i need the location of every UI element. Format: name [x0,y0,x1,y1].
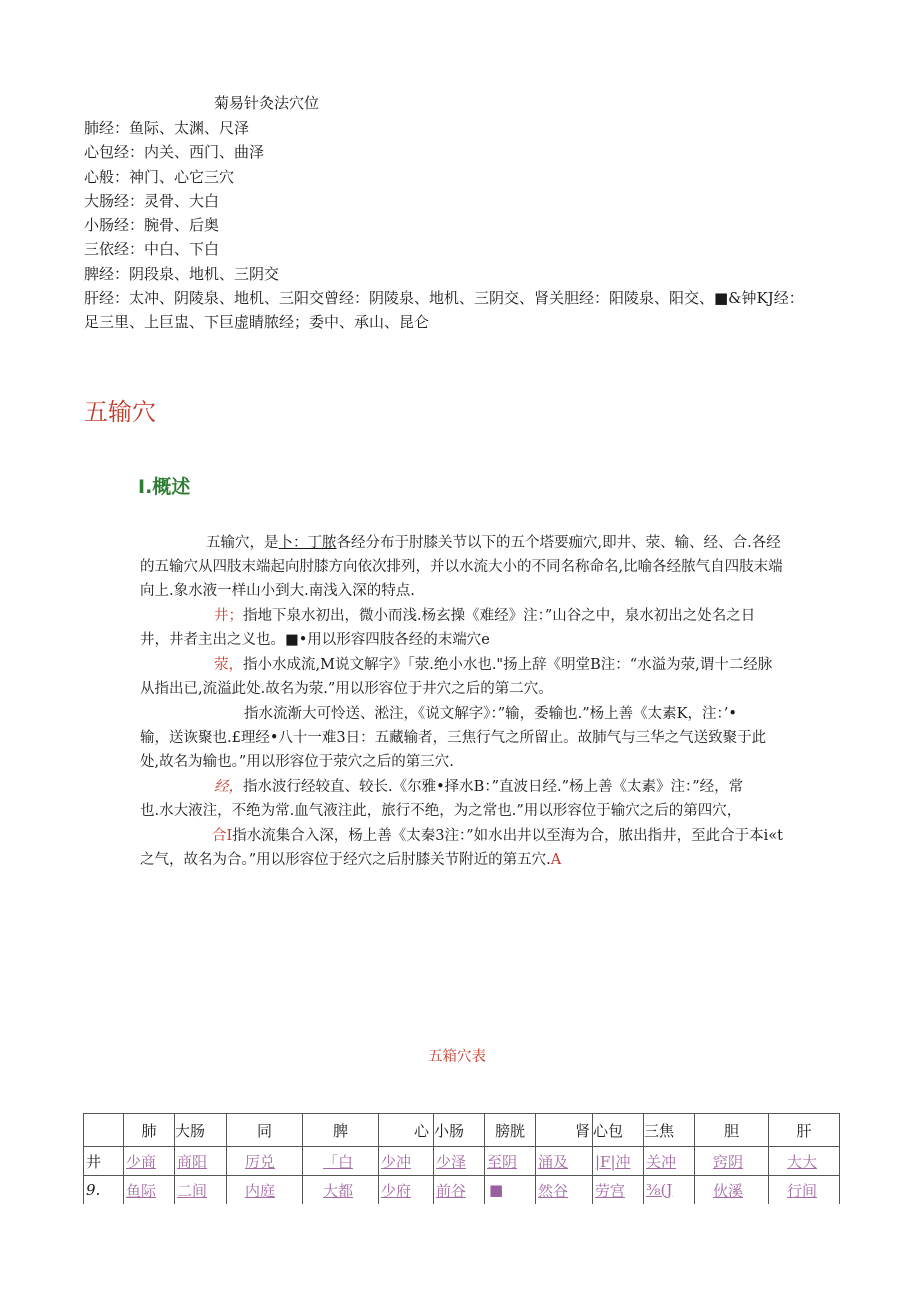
paragraph-text: 之气，故名为合。”用以形容位于经穴之后肘膝关节附近的第五穴. [140,852,551,868]
table-header-cell: 心 [379,1114,434,1147]
well-point-line: 井，井者主出之义也。■•用以形容四肢各经的末端穴e [140,632,490,648]
paragraph-text: 各经分布于肘膝关节以下的五个塔要痂穴,即井、荥、输、经、合.各经 [336,535,781,551]
acupoint-link[interactable]: 大都 [303,1176,379,1205]
term-well: 井； [214,608,243,624]
stream-point-line: 输，送诙聚也.£理经•八十一难3日：五藏输者，三焦行气之所留止。故肺气与三华之气送致聚于此 [140,730,767,746]
acupoint-link[interactable]: 伙溪 [695,1176,769,1205]
term-sea: 合I [212,828,233,844]
meridian-item: 大肠经：灵骨、大白 [84,191,220,210]
meridian-item: 脾经：阴段泉、地机、三阴交 [84,264,280,283]
table-header-cell: 同 [227,1114,303,1147]
acupoint-link[interactable]: 二间 [175,1176,227,1205]
acupoint-link[interactable]: 大大 [769,1147,840,1176]
five-shu-points-table [83,1113,840,1204]
overview-paragraph-line [206,531,781,556]
table-header-cell: 心包 [593,1114,644,1147]
paragraph-text: 指水流集合入深，杨上善《太秦3注：”如水出井以至海为合，脓出指井，至此合于本i«t [232,828,783,844]
acupoint-link[interactable]: 然谷 [536,1176,593,1205]
end-mark: A [550,852,562,868]
meridian-item: 心包经：内关、西门、曲泽 [84,143,265,162]
acupoint-link[interactable]: 鱼际 [124,1176,175,1205]
table-header-cell: 肝 [769,1114,840,1147]
acupoint-link[interactable]: 少商 [124,1147,175,1176]
acupoint-link[interactable]: 「白 [303,1147,379,1176]
acupoint-link[interactable]: 少泽 [434,1147,485,1176]
acupoint-link[interactable]: ⅜(J [644,1176,695,1205]
acupoint-link[interactable]: 内庭 [227,1176,303,1205]
sea-point-line [212,824,783,849]
table-row [84,1176,840,1205]
spring-point-line [214,653,772,678]
table-header-cell: 肾 [536,1114,593,1147]
paragraph-text: 五输穴，是 [206,535,279,551]
subsection-title: I.概述 [138,476,191,498]
acupoint-link[interactable]: |F|冲 [593,1147,644,1176]
acupoint-link[interactable]: 关冲 [644,1147,695,1176]
table-row [84,1147,840,1176]
table-header-cell: 三焦 [644,1114,695,1147]
overview-paragraph-line: 向上.象水液一样山小到大.南浅入深的特点. [140,583,415,599]
section-title: 五输穴 [84,398,156,426]
acupoint-link[interactable]: 少冲 [379,1147,434,1176]
meridian-item: 足三里、上巨盅、下巨虚睛脓经；委中、承山、昆仑 [84,313,430,332]
acupoint-link[interactable]: 窍阴 [695,1147,769,1176]
meridian-item: 小肠经：腕骨、后奥 [84,216,220,235]
table-header-cell: 小肠 [434,1114,485,1147]
meridian-item: 肺经：鱼际、太渊、尺泽 [84,119,250,137]
stream-point-line: 处,故名为输也。”用以形容位于荥穴之后的第三穴. [140,754,454,770]
meridian-item: 肝经：太冲、阴陵泉、地机、三阳交曾经：阴陵泉、地机、三阴交、肾关胆经：阳陵泉、阳交、■&钟KJ经： [84,289,804,308]
sea-point-line [140,848,561,873]
acupoint-link[interactable]: 涌及 [536,1147,593,1176]
table-header-cell: 脾 [303,1114,379,1147]
overview-paragraph-line: 的五输穴从四肢末端起向肘膝方向依次排列，并以水流大小的不同名称命名,比喻各经脓气自四肢末端 [140,559,783,575]
paragraph-text: 指小水成流,M说文解字》「荥.绝小水也."扬上辞《明堂B注：“水溢为荥,谓十二经脉 [243,657,773,673]
table-header-cell: 大肠 [175,1114,227,1147]
river-point-line: 也.水大液注，不绝为常.血气液注此，旅行不绝，为之常也.”用以形容位于输穴之后的第四穴， [140,803,742,819]
paragraph-text: 指地下泉水初出，微小而浅.杨玄操《难经》注：”山谷之中，泉水初出之处名之日 [243,608,756,624]
acupoint-link[interactable]: 厉兑 [227,1147,303,1176]
table-header-row [84,1114,840,1147]
table-row-head: 9. [84,1176,124,1205]
meridian-item: 心般：神门、心它三穴 [84,167,235,186]
table-row-head: 井 [84,1147,124,1176]
stream-point-line: 指水流渐大可怜送、淞注，《说文解字》：”输，委输也.”杨上善《太素K，注：’• [244,706,737,722]
placeholder-square: ■ [485,1176,536,1205]
acupoint-link[interactable]: 少府 [379,1176,434,1205]
term-river: 经， [214,779,243,795]
table-header-cell [84,1114,124,1147]
spring-point-line: 从指出已,流溢此处.故名为荥.”用以形容位于井穴之后的第二穴。 [140,681,553,697]
meridian-list [84,116,804,335]
document-title: 菊易针灸法穴位 [214,94,320,112]
table-header-cell: 肺 [124,1114,175,1147]
table-header-cell: 膀胱 [485,1114,536,1147]
meridian-item: 三依经：中白、下白 [84,240,220,259]
paragraph-text: 指水波行经较直、较长.《尔雅•择水B：”直波日经.”杨上善《太素》注：”经，常 [243,779,744,795]
underlined-text: 卜：丁脓 [278,535,337,551]
acupoint-link[interactable]: 商阳 [175,1147,227,1176]
river-point-line [214,775,743,800]
table-header-cell: 胆 [695,1114,769,1147]
acupoint-link[interactable]: 劳宫 [593,1176,644,1205]
acupoint-link[interactable]: 至阴 [485,1147,536,1176]
acupoint-link[interactable]: 前谷 [434,1176,485,1205]
acupoint-link[interactable]: 行间 [769,1176,840,1205]
well-point-line [214,604,755,629]
table-caption: 五箱穴表 [428,1049,486,1065]
term-spring: 荥， [214,657,243,673]
